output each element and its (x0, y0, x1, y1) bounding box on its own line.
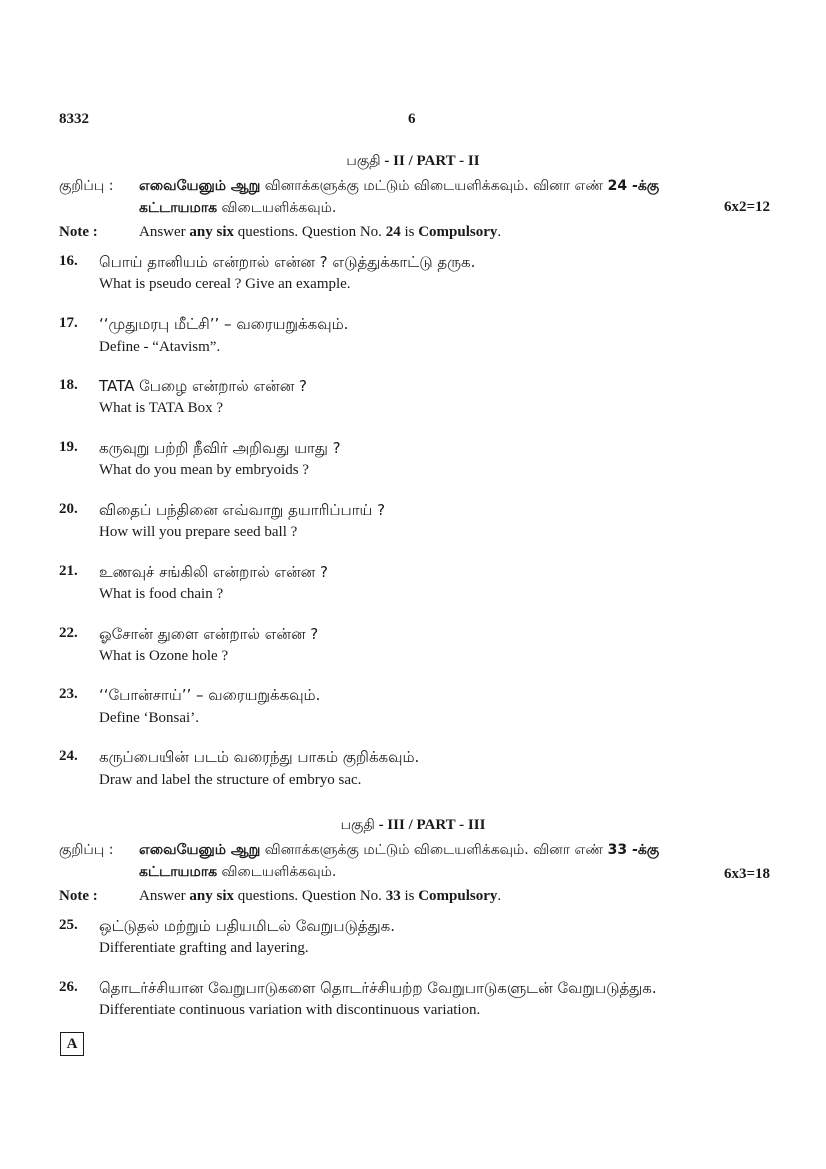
part2-note-en-b: any six (189, 224, 235, 240)
question-number: 18. (59, 377, 78, 393)
part3-note-label-en-text: Note : (59, 888, 98, 904)
question-number: 19. (59, 439, 78, 455)
part2-note-en-d: 24 (385, 224, 401, 240)
part3-note-ta-line2-bold: கட்டாயமாக (139, 864, 218, 880)
question-text-en: What is pseudo cereal ? Give an example. (99, 276, 351, 292)
part2-note-en (139, 224, 501, 241)
part2-note-label-en (59, 224, 98, 241)
question-text-ta: ஒட்டுதல் மற்றும் பதியமிடல் வேறுபடுத்துக. (99, 917, 396, 935)
question-text-ta: உணவுச் சங்கிலி என்றால் என்ன ? (99, 563, 328, 581)
question-number: 16. (59, 253, 78, 269)
part3-note-ta-line2-rest: விடையளிக்கவும். (217, 864, 337, 880)
question-text-en: Draw and label the structure of embryo sac. (99, 772, 362, 788)
part2-note-en-g: . (497, 224, 502, 240)
part3-note-en-e: is (400, 888, 419, 904)
part3-note-ta-line2 (139, 864, 336, 882)
question-text-en: How will you prepare seed ball ? (99, 524, 298, 540)
part2-note-en-c: questions. Question No. (234, 224, 386, 240)
question-text-ta: ஓசோன் துளை என்றால் என்ன ? (99, 625, 319, 643)
question-text-ta: ‘‘போன்சாய்’’ – வரையறுக்கவும். (99, 686, 321, 704)
question-number: 23. (59, 686, 78, 702)
page-number: 6 (408, 111, 416, 127)
question-number: 20. (59, 501, 78, 517)
question-text-ta: விதைப் பந்தினை எவ்வாறு தயாரிப்பாய் ? (99, 501, 386, 519)
question-number: 21. (59, 563, 78, 579)
question-text-en: Differentiate grafting and layering. (99, 940, 309, 956)
question-number: 26. (59, 979, 78, 995)
part3-marks: 6x3=18 (723, 866, 770, 882)
part2-note-ta (139, 178, 659, 196)
part2-title-ta: பகுதி (346, 153, 381, 169)
question-text-en: What is food chain ? (99, 586, 224, 602)
part2-title-en: - II / PART - II (380, 153, 480, 169)
part3-note-en-a: Answer (139, 888, 190, 904)
paper-code: 8332 (59, 111, 89, 127)
question-number: 24. (59, 748, 78, 764)
part2-note-label-en-text: Note : (59, 224, 98, 240)
part2-note-ta-num: 24 -க்கு (607, 178, 660, 194)
question-text-ta: தொடர்ச்சியான வேறுபாடுகளை தொடர்ச்சியற்ற வேறுபாடுகளுடன் வேறுபடுத்துக. (99, 979, 657, 997)
part2-title (0, 153, 826, 171)
question-text-ta: கருப்பையின் படம் வரைந்து பாகம் குறிக்கவும். (99, 748, 420, 766)
part3-title-en: - III / PART - III (374, 817, 486, 833)
question-text-en: What is Ozone hole ? (99, 648, 229, 664)
part3-note-label-en (59, 888, 98, 905)
part2-note-en-e: is (400, 224, 419, 240)
part2-note-en-f: Compulsory (418, 224, 498, 240)
part3-note-ta-rest: வினாக்களுக்கு மட்டும் விடையளிக்கவும். வினா எண் (260, 842, 608, 858)
part3-note-en-f: Compulsory (418, 888, 498, 904)
question-text-ta: கருவுறு பற்றி நீவிர் அறிவது யாது ? (99, 439, 341, 457)
part2-note-label-ta: குறிப்பு : (59, 178, 114, 194)
question-text-ta: பொய் தானியம் என்றால் என்ன ? எடுத்துக்காட்டு தருக. (99, 253, 476, 271)
part3-note-ta (139, 842, 659, 860)
part2-note-ta-line2 (139, 200, 336, 218)
question-text-en: What is TATA Box ? (99, 400, 223, 416)
question-number: 22. (59, 625, 78, 641)
question-text-ta: TATA பேழை என்றால் என்ன ? (99, 377, 308, 395)
part3-note-en (139, 888, 501, 905)
question-text-en: Differentiate continuous variation with discontinuous variation. (99, 1002, 481, 1018)
part2-note-ta-line2-rest: விடையளிக்கவும். (217, 200, 337, 216)
question-text-ta: ‘‘முதுமரபு மீட்சி’’ – வரையறுக்கவும். (99, 315, 349, 333)
part2-note-en-a: Answer (139, 224, 190, 240)
part2-marks: 6x2=12 (723, 199, 770, 215)
question-number: 25. (59, 917, 78, 933)
version-badge: A (60, 1032, 84, 1056)
part3-note-ta-num: 33 -க்கு (607, 842, 660, 858)
question-text-en: Define - “Atavism”. (99, 339, 221, 355)
part3-title-ta: பகுதி (340, 817, 375, 833)
part3-note-en-g: . (497, 888, 502, 904)
part2-note-ta-bold: எவையேனும் ஆறு (139, 178, 261, 194)
part3-note-label-ta: குறிப்பு : (59, 842, 114, 858)
part3-note-en-b: any six (189, 888, 235, 904)
part3-note-en-d: 33 (385, 888, 401, 904)
part3-title (0, 817, 826, 835)
part2-note-ta-line2-bold: கட்டாயமாக (139, 200, 218, 216)
part3-note-en-c: questions. Question No. (234, 888, 386, 904)
question-text-en: Define ‘Bonsai’. (99, 710, 199, 726)
part3-note-ta-bold: எவையேனும் ஆறு (139, 842, 261, 858)
question-number: 17. (59, 315, 78, 331)
part2-note-ta-rest: வினாக்களுக்கு மட்டும் விடையளிக்கவும். வினா எண் (260, 178, 608, 194)
question-text-en: What do you mean by embryoids ? (99, 462, 309, 478)
